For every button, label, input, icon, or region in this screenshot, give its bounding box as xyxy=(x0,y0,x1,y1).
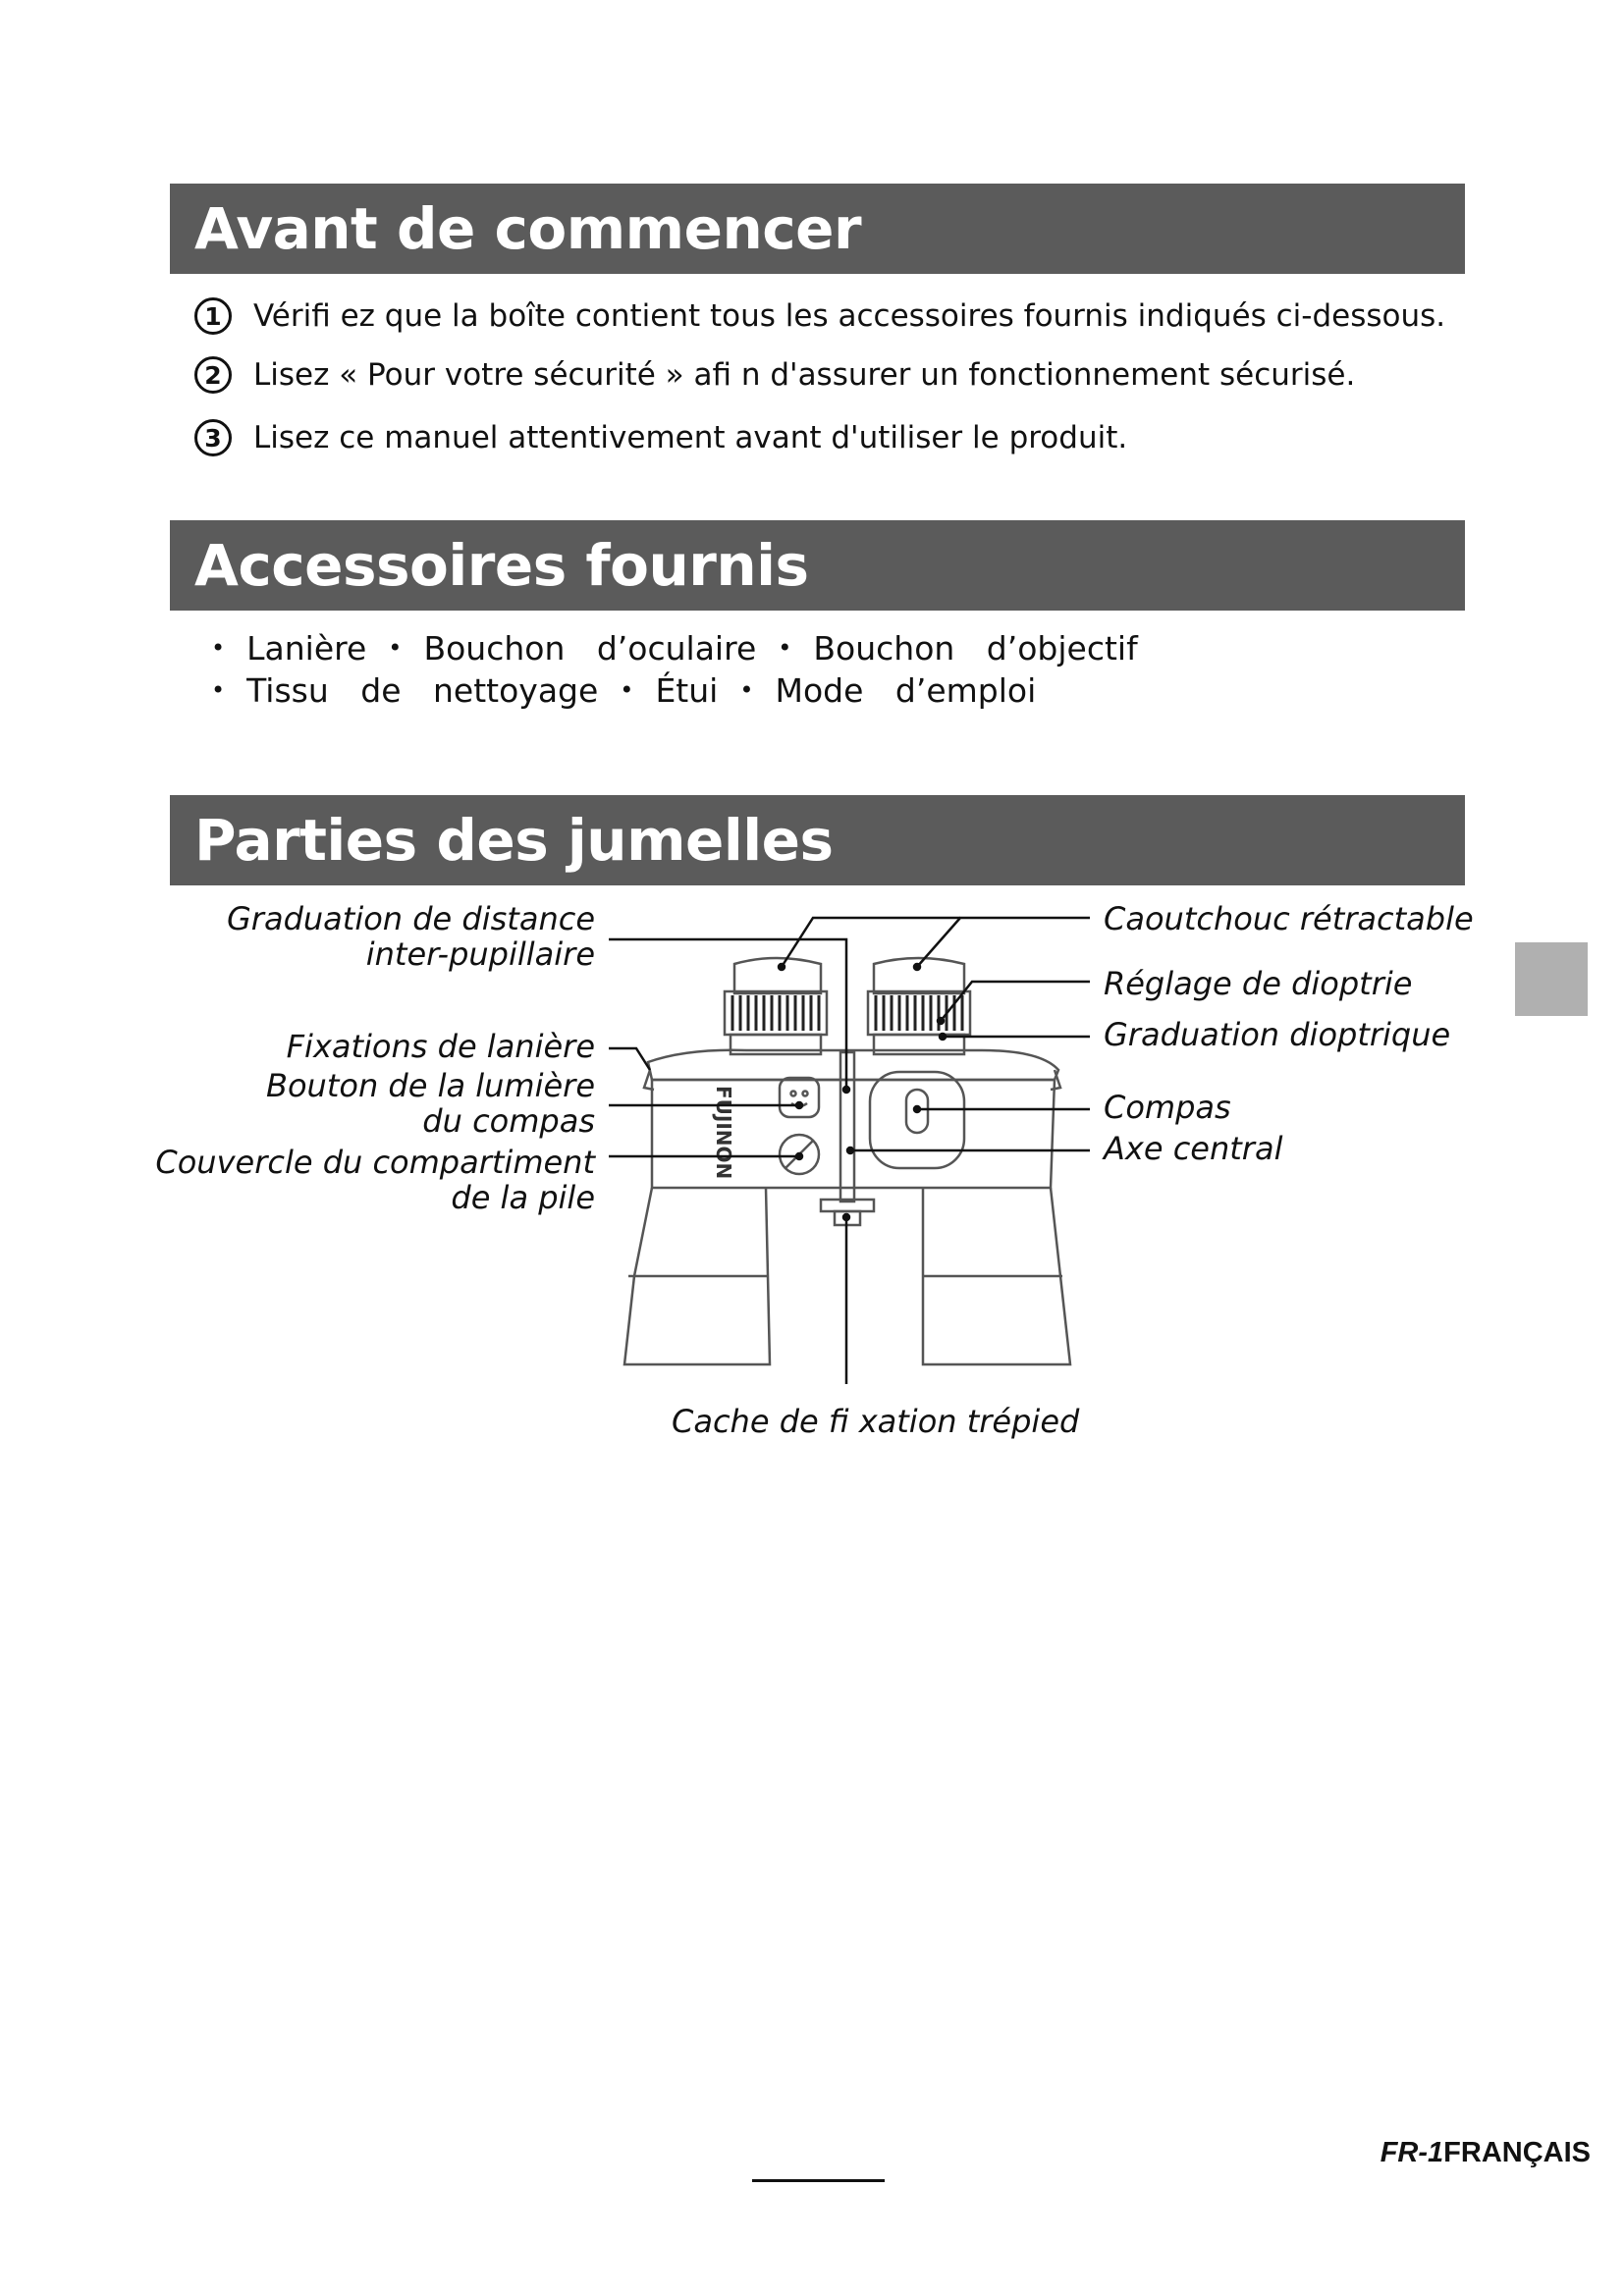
section-title-parts: Parties des jumelles xyxy=(170,795,1465,885)
accessory-item: Tissu de nettoyage xyxy=(246,671,599,710)
language-tab-marker xyxy=(1515,942,1588,1016)
step-text: Vérifi ez que la boîte contient tous les accessoires fournis indiqués ci-dessous. xyxy=(253,298,1446,334)
accessory-item: Mode d’emploi xyxy=(775,671,1037,710)
step-text: Lisez ce manuel attentivement avant d'utiliser le produit. xyxy=(253,420,1128,455)
label-diopter-scale: Graduation dioptrique xyxy=(1104,1016,1451,1053)
label-diopter-adjust: Réglage de dioptrie xyxy=(1104,965,1413,1002)
left-eyecup xyxy=(734,958,821,993)
label-central-axis: Axe central xyxy=(1104,1130,1283,1167)
accessory-item: Bouchon d’objectif xyxy=(813,629,1138,667)
label-ipd-scale-line2: inter-pupillaire xyxy=(365,935,595,973)
label-ipd-scale: Graduation de distance xyxy=(227,900,595,937)
brand-logo: FUJINON xyxy=(712,1086,735,1180)
step-number: 3 xyxy=(194,419,232,456)
accessory-item: Étui xyxy=(655,671,719,710)
label-strap-mounts: Fixations de lanière xyxy=(286,1028,595,1065)
section-title-accessories: Accessoires fournis xyxy=(170,520,1465,611)
footer-language: FRANÇAIS xyxy=(1443,2137,1591,2168)
section-title-before: Avant de commencer xyxy=(170,184,1465,274)
step-number: 1 xyxy=(194,297,232,335)
label-compass-light: Bouton de la lumière xyxy=(266,1067,595,1104)
footer-rule xyxy=(752,2179,885,2182)
label-rubber-eyecup: Caoutchouc rétractable xyxy=(1104,900,1474,937)
label-compass-light-line2: du compas xyxy=(422,1102,595,1140)
label-battery-cover: Couvercle du compartiment xyxy=(155,1144,595,1181)
step-text: Lisez « Pour votre sécurité » afi n d'assurer un fonctionnement sécurisé. xyxy=(253,357,1356,393)
step-number: 2 xyxy=(194,356,232,394)
accessory-item: Bouchon d’oculaire xyxy=(423,629,757,667)
compass-window xyxy=(870,1072,964,1168)
accessory-row: • Lanière • Bouchon d’oculaire • Bouchon d’objectif xyxy=(211,629,1138,667)
page-footer xyxy=(1380,2137,1591,2169)
label-compass: Compas xyxy=(1104,1089,1231,1126)
label-tripod-cap: Cache de fi xation trépied xyxy=(672,1403,1080,1440)
label-battery-cover-line2: de la pile xyxy=(451,1179,595,1216)
light-button xyxy=(780,1078,819,1117)
accessory-row: • Tissu de nettoyage • Étui • Mode d’emploi xyxy=(211,671,1037,710)
accessory-item: Lanière xyxy=(246,629,367,667)
page-number: FR-1 xyxy=(1380,2137,1444,2168)
